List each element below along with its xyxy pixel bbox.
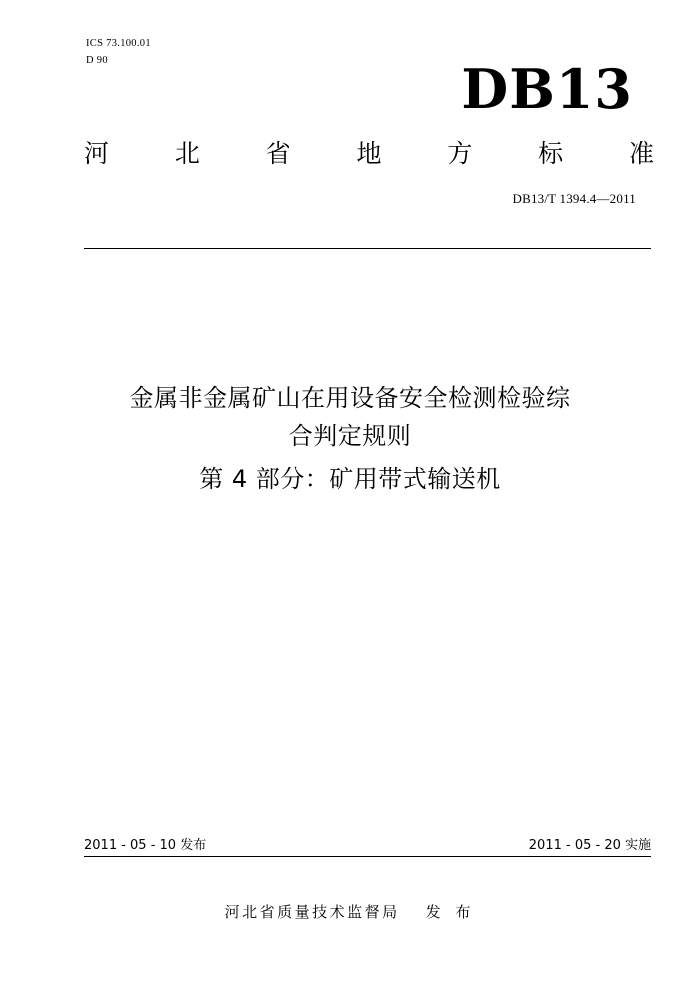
standard-code-logo: DB13 (461, 57, 633, 121)
implementation-date: 2011 - 05 - 20 实施 (528, 838, 651, 853)
publisher-name: 河北省质量技术监督局 (224, 903, 400, 921)
publisher (0, 902, 700, 922)
authority-char: 准 (628, 139, 654, 168)
authority-char: 标 (538, 139, 564, 168)
authority-char: 方 (447, 139, 473, 168)
issuing-authority (84, 137, 654, 171)
publish-label: 发 布 (425, 903, 476, 921)
title-line-3: 第 4 部分：矿用带式输送机 (199, 465, 501, 493)
title-line-1: 金属非金属矿山在用设备安全检测检验综 (129, 384, 571, 412)
authority-char: 省 (265, 139, 291, 168)
classification-code: D 90 (86, 55, 108, 66)
ics-code: ICS 73.100.01 (86, 38, 151, 49)
authority-char: 河 (84, 139, 110, 168)
title-line-2: 合判定规则 (288, 422, 412, 450)
footer-divider (84, 856, 651, 857)
header-divider (84, 248, 651, 249)
authority-char: 北 (174, 139, 200, 168)
standard-number: DB13/T 1394.4—2011 (512, 191, 636, 206)
authority-char: 地 (356, 139, 382, 168)
issue-date: 2011 - 05 - 10 发布 (84, 838, 207, 853)
